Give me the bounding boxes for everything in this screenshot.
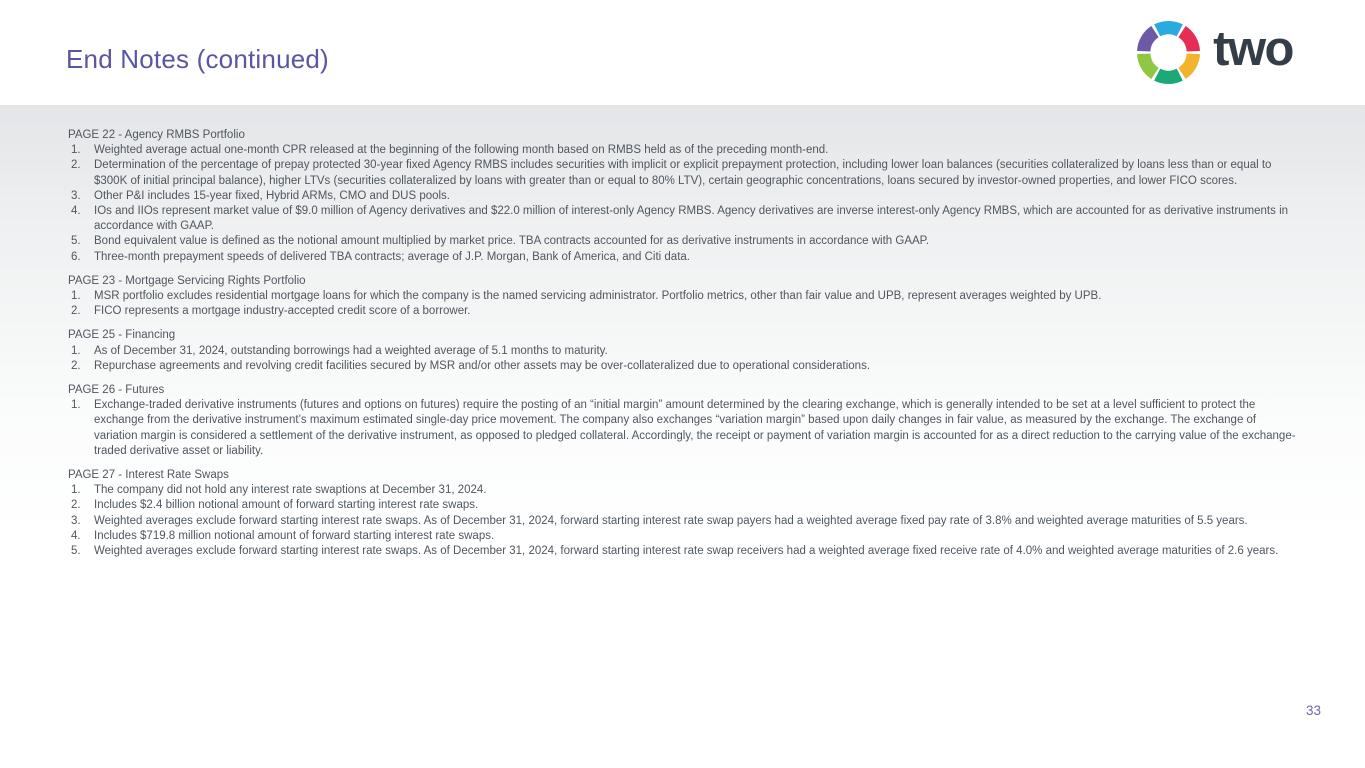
note-item [68, 398, 1297, 459]
section-heading: PAGE 26 - Futures [68, 384, 165, 397]
note-number: 2. [71, 359, 81, 372]
note-item [68, 544, 1297, 559]
note-item [68, 359, 1297, 374]
note-number: 1. [71, 344, 81, 357]
page-title: End Notes (continued) [66, 44, 329, 74]
note-item [68, 204, 1297, 234]
logo-arm-bottom [1154, 69, 1183, 84]
note-text: Repurchase agreements and revolving credit facilities secured by MSR and/or other assets may be over-collateralized due to operational considerations. [94, 359, 871, 372]
page-number: 33 [1305, 703, 1321, 718]
end-notes [0, 105, 1365, 559]
note-item [68, 234, 1297, 249]
note-number: 2. [71, 305, 81, 318]
two-logo-wordmark: two [1213, 22, 1293, 76]
note-text: Includes $719.8 million notional amount of forward starting interest rate swaps. [94, 529, 495, 542]
note-number: 3. [71, 514, 81, 527]
note-text: The company did not hold any interest rate swaptions at December 31, 2024. [94, 484, 487, 497]
note-list [68, 398, 1297, 459]
note-item [68, 158, 1297, 188]
note-text: Includes $2.4 billion notional amount of forward starting interest rate swaps. [94, 499, 479, 512]
note-text: Weighted averages exclude forward starting interest rate swaps. As of December 31, 2024, forward starting interest rate swap payers had a weighted average fixed pay rate of 3.8% and weighted average maturities of 5.5 years. [94, 514, 1248, 527]
notes-section [68, 274, 1297, 320]
note-number: 1. [71, 144, 81, 157]
note-number: 1. [71, 290, 81, 303]
note-number: 5. [71, 545, 81, 558]
note-number: 4. [71, 205, 81, 218]
section-heading: PAGE 22 - Agency RMBS Portfolio [68, 129, 245, 141]
note-item [68, 344, 1297, 359]
note-item [68, 529, 1297, 544]
note-number: 2. [71, 499, 81, 512]
note-item [68, 289, 1297, 304]
content-area [0, 105, 1365, 768]
note-text: IOs and IIOs represent market value of $9.0 million of Agency derivatives and $22.0 million of interest-only Agency RMBS. Agency derivatives are inverse interest-only Agency RMBS, which are accounted for as derivative instruments in accordance with GAAP. [94, 205, 1289, 233]
note-text: As of December 31, 2024, outstanding borrowings had a weighted average of 5.1 months to maturity. [94, 344, 608, 357]
section-heading: PAGE 25 - Financing [68, 329, 176, 342]
note-item [68, 498, 1297, 513]
note-item [68, 514, 1297, 529]
note-text: Three-month prepayment speeds of delivered TBA contracts; average of J.P. Morgan, Bank of America, and Citi data. [94, 250, 690, 263]
note-text: Exchange-traded derivative instruments (futures and options on futures) require the posting of an “initial margin” amount determined by the clearing exchange, which is generally intended to be set at a level sufficient to protect the exchange from the derivative instrument’s maximum estimated single-day price movement. The company also exchanges “variation margin” based upon daily changes in fair value, as measured by the exchange. The exchange of variation margin is considered a settlement of the derivative instrument, as opposed to pledged collateral. Accordingly, the receipt or payment of variation margin is accounted for as a direct reduction to the carrying value of the exchange-traded derivative asset or liability. [94, 399, 1296, 457]
note-text: Determination of the percentage of prepay protected 30-year fixed Agency RMBS includes securities with implicit or explicit prepayment protection, including lower loan balances (securities collateralized by loans less than or equal to $300K of initial principal balance), higher LTVs (securities collateralized by loans with greater than or equal to 80% LTV), certain geographic concentrations, loans secured by investor-owned properties, and lower FICO scores. [94, 159, 1272, 187]
notes-section [68, 328, 1297, 374]
note-text: FICO represents a mortgage industry-accepted credit score of a borrower. [94, 305, 471, 318]
notes-section [68, 383, 1297, 459]
note-text: Weighted averages exclude forward starting interest rate swaps. As of December 31, 2024, forward starting interest rate swap receivers had a weighted average fixed receive rate of 4.0% and weighted average maturities of 2.6 years. [94, 545, 1279, 558]
note-number: 2. [71, 159, 81, 172]
note-text: MSR portfolio excludes residential mortgage loans for which the company is the named servicing administrator. Portfolio metrics, other than fair value and UPB, represent averages weighted by UPB. [94, 290, 1102, 303]
note-text: Other P&I includes 15-year fixed, Hybrid ARMs, CMO and DUS pools. [94, 189, 451, 202]
notes-section [68, 128, 1297, 265]
note-list [68, 143, 1297, 265]
note-list [68, 483, 1297, 559]
note-list [68, 289, 1297, 319]
note-text: Weighted average actual one-month CPR released at the beginning of the following month based on RMBS held as of the preceding month-end. [94, 144, 829, 157]
note-number: 3. [71, 189, 81, 202]
note-item [68, 304, 1297, 319]
note-number: 1. [71, 484, 81, 497]
two-logo [1133, 17, 1293, 88]
note-number: 4. [71, 529, 81, 542]
logo-arm-top [1154, 21, 1183, 36]
note-item [68, 483, 1297, 498]
notes-section [68, 468, 1297, 559]
note-number: 6. [71, 250, 81, 263]
note-text: Bond equivalent value is defined as the notional amount multiplied by market price. TBA contracts accounted for as derivative instruments in accordance with GAAP. [94, 235, 930, 248]
note-number: 5. [71, 235, 81, 248]
slide-header [0, 0, 1365, 105]
section-heading: PAGE 23 - Mortgage Servicing Rights Portfolio [68, 274, 306, 287]
section-heading: PAGE 27 - Interest Rate Swaps [68, 469, 229, 482]
note-item [68, 143, 1297, 158]
note-item [68, 250, 1297, 265]
note-number: 1. [71, 399, 81, 412]
note-list [68, 344, 1297, 374]
two-pinwheel-icon [1133, 17, 1204, 88]
note-item [68, 189, 1297, 204]
